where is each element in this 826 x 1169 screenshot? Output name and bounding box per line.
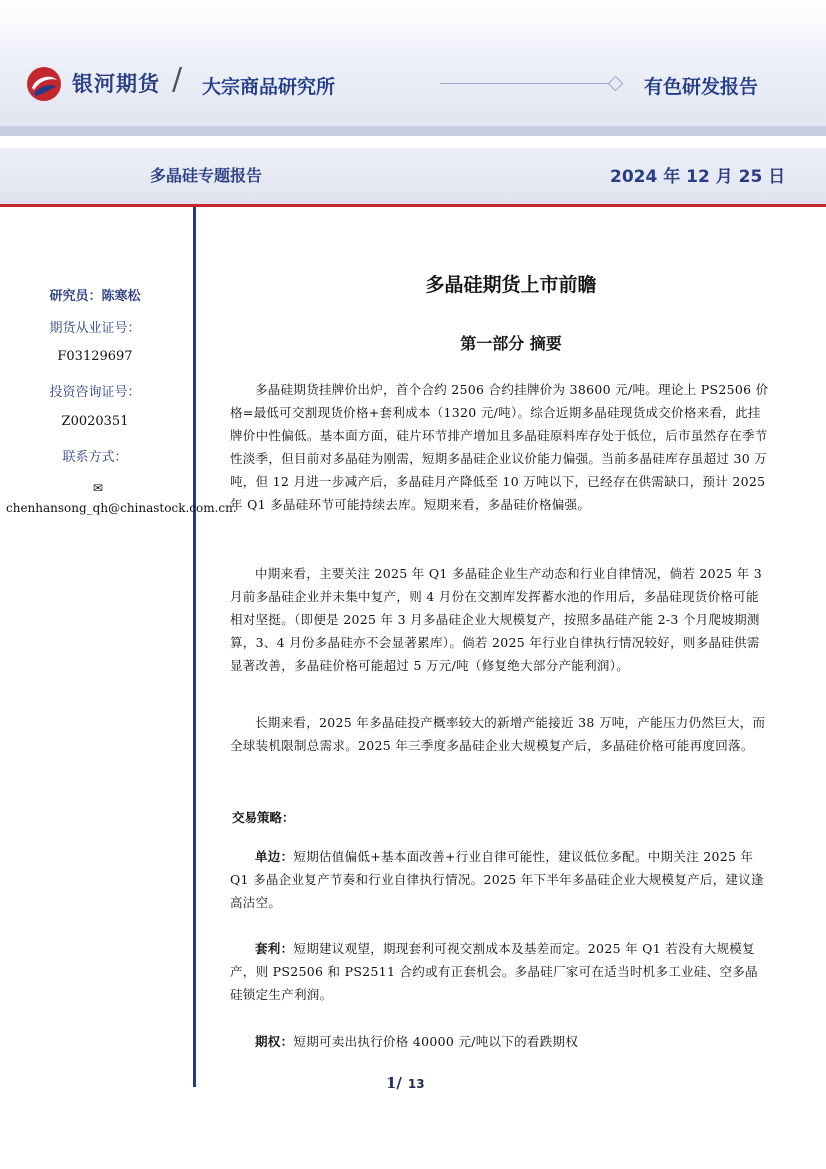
strategy-item	[230, 845, 770, 914]
report-date: 2024 年 12 月 25 日	[610, 167, 786, 187]
logo-text: 银河期货	[72, 72, 160, 96]
strategy-text: 短期可卖出执行价格 40000 元/吨以下的看跌期权	[293, 1034, 579, 1049]
strategy-label: 套利：	[255, 941, 294, 956]
strategy-item	[230, 1030, 770, 1053]
researcher-name: 研究员：陈寒松	[49, 289, 141, 304]
paragraph-text: 中期来看，主要关注 2025 年 Q1 多晶硅企业生产动态和行业自律情况，倘若 2025 年 3 月前多晶硅企业并未集中复产，则 4 月份在交割库发挥蓄水池的作用后，多晶硅现货价格可能相对坚挺。（即便是 2025 年 3 月多晶硅企业大规模复产，按照多晶硅产能 2-3 个月爬坡期测算，3、4 月份多晶硅亦不会显著累库）。倘若 2025 年行业自律执行情况较好，则多晶硅供需显著改善，多晶硅价格可能超过 5 万元/吨（修复绝大部分产能利润）。	[230, 566, 762, 673]
paragraph-mid-term	[230, 562, 770, 677]
page-number	[386, 1074, 425, 1092]
total-pages: 13	[407, 1077, 425, 1091]
paragraph-long-term	[230, 711, 770, 757]
strategy-label: 单边：	[255, 849, 294, 864]
galaxy-futures-logo-icon	[26, 66, 62, 102]
consult-label: 投资咨询证号：	[49, 385, 141, 400]
strategy-item	[230, 937, 770, 1006]
section-title: 第一部分 摘要	[460, 334, 562, 353]
logo-slash: /	[172, 62, 183, 97]
paragraph-short-term	[230, 378, 770, 516]
license-number: F03129697	[57, 349, 133, 364]
mail-icon: ✉	[92, 481, 104, 495]
paragraph-text: 长期来看，2025 年多晶硅投产概率较大的新增产能接近 38 万吨，产能压力仍然巨大，而全球装机限制总需求。2025 年三季度多晶硅企业大规模复产后，多晶硅价格可能再度回落。	[230, 715, 766, 753]
decorative-line	[440, 83, 610, 84]
consult-number: Z0020351	[61, 414, 129, 429]
current-page: 1/	[386, 1074, 402, 1092]
strategy-text: 短期估值偏低+基本面改善+行业自律可能性，建议低位多配。中期关注 2025 年 Q1 多晶企业复产节奏和行业自律执行情况。2025 年下半年多晶硅企业大规模复产后，建议逢高沽空。	[230, 849, 764, 910]
header-stripe	[0, 126, 826, 136]
email-text: chenhansong_qh@chinastock.com.cn.	[6, 501, 237, 515]
contact-label: 联系方式：	[62, 450, 128, 465]
strategy-heading: 交易策略：	[232, 810, 295, 825]
institute-name: 大宗商品研究所	[202, 76, 336, 98]
report-subtitle: 多晶硅专题报告	[150, 166, 263, 185]
strategy-text: 短期建议观望，期现套利可视交割成本及基差而定。2025 年 Q1 若没有大规模复产，则 PS2506 和 PS2511 合约或有正套机会。多晶硅厂家可在适当时机多工业硅、空多晶硅锁定生产利润。	[230, 941, 758, 1002]
red-rule	[0, 204, 826, 207]
license-label: 期货从业证号：	[49, 321, 141, 336]
strategy-label: 期权：	[255, 1034, 294, 1049]
paragraph-text: 多晶硅期货挂牌价出炉，首个合约 2506 合约挂牌价为 38600 元/吨。理论上 PS2506 价格=最低可交割现货价格+套利成本（1320 元/吨）。综合近期多晶硅现货成交价格来看，此挂牌价中性偏低。基本面方面，硅片环节排产增加且多晶硅原料库存处于低位，后市虽然存在季节性淡季，但目前对多晶硅为刚需，短期多晶硅企业议价能力偏强。当前多晶硅库存虽超过 30 万吨，但 12 月进一步减产后，多晶硅月产降低至 10 万吨以下，已经存在供需缺口，预计 2025 年 Q1 多晶硅环节可能持续去库。短期来看，多晶硅价格偏强。	[230, 382, 769, 512]
report-type: 有色研发报告	[644, 76, 759, 98]
contact-email[interactable]	[6, 478, 237, 518]
document-title: 多晶硅期货上市前瞻	[425, 274, 597, 296]
